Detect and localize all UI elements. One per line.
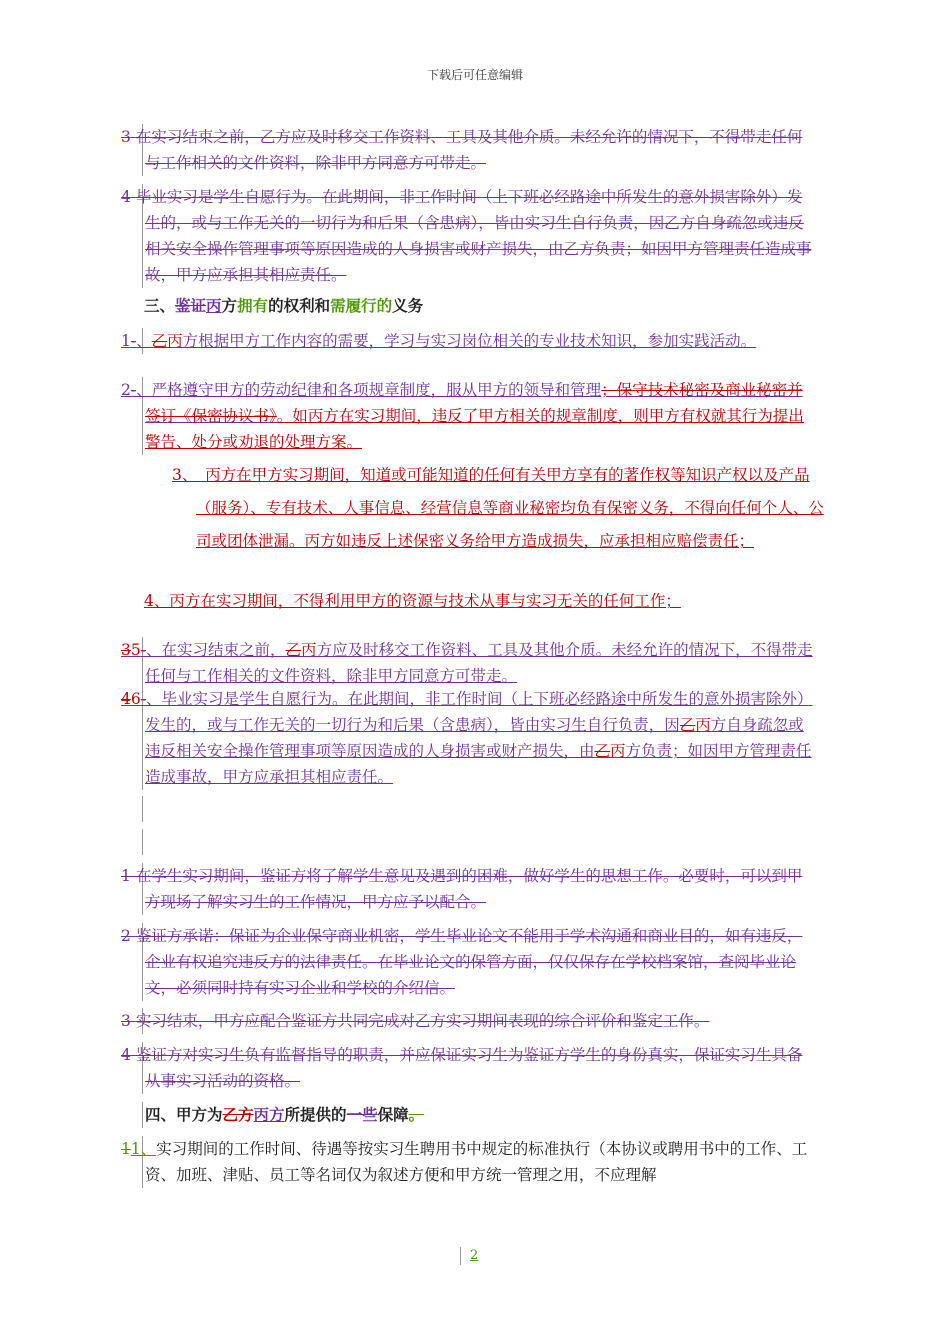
clause-text: 方自身疏忽或违反相关安全操作管理事项等原因造成的人身损害或财产损失，由 — [145, 716, 804, 760]
deleted-verifier-clause-3 — [121, 1008, 815, 1034]
heading-text: 保障 — [377, 1105, 409, 1124]
deleted-number: 3 — [121, 641, 131, 659]
clause-2 — [121, 377, 815, 455]
clause-number: 2 — [121, 381, 131, 399]
heading-text: 义务 — [392, 296, 424, 315]
clause-3-confidentiality: 3、 丙方在甲方实习期间，知道或可能知道的任何有关甲方享有的著作权等知识产权以及产品（服务）、专有技术、人事信息、经营信息等商业秘密均负有保密义务，不得向任何个人、公司或团体泄漏。丙方如违反上述保密义务给甲方造成损失，应承担相应赔偿责任； — [172, 466, 824, 550]
clause-5 — [121, 637, 815, 689]
deleted-clause-3 — [121, 124, 815, 176]
inserted-text: 拥有 — [237, 296, 269, 315]
clause-number: 1 — [121, 867, 131, 885]
page-header: 下载后可任意编辑 — [426, 68, 523, 82]
clause-number: 2 — [121, 927, 131, 945]
heading-prefix: 三、 — [144, 296, 176, 315]
clause-text: 实习期间的工作时间、待遇等按实习生聘用书中规定的标准执行（本协议或聘用书中的工作、工资、加班、津贴、员工等名词仅为叙述方便和甲方统一管理之用，不应理解 — [145, 1140, 808, 1184]
heading-text: 所提供的 — [284, 1105, 347, 1124]
inserted-text: 。如丙方在实习期间，违反了甲方相关的规章制度，则甲方有权就其行为提出警告、处分或劝退的处理方案。 — [145, 407, 804, 451]
clause-text: 方负责；如因甲方管理责任造成事故，甲方应承担其相应责任。 — [145, 742, 812, 786]
section-heading-4 — [142, 1102, 815, 1128]
clause-text: 在学生实习期间，鉴证方将了解学生意见及遇到的困难，做好学生的思想工作。必要时，可以到甲方现场了解实习生的工作情况，甲方应予以配合。 — [135, 867, 803, 911]
clause-6 — [121, 686, 815, 790]
section-heading-3 — [144, 293, 814, 319]
clause-text: 在实习结束之前，乙方应及时移交工作资料、工具及其他介质。未经允许的情况下，不得带走任何与工作相关的文件资料，除非甲方同意方可带走。 — [135, 128, 803, 172]
clause-number: 3 — [121, 128, 131, 146]
inserted-number: 5 — [130, 641, 141, 659]
deleted-text: 乙方 — [222, 1105, 254, 1124]
page-number: 2 — [470, 1248, 479, 1263]
heading-prefix: 四、甲方为 — [145, 1105, 223, 1124]
separator: 、 — [136, 332, 152, 350]
clause-text: 严格遵守甲方的劳动纪律和各项规章制度，服从甲方的领导和管理 — [151, 381, 602, 399]
deleted-clause-4 — [121, 184, 815, 288]
deleted-mark: - — [140, 641, 146, 659]
deleted-mark: - — [140, 690, 146, 708]
deleted-text: ；保守技术秘密及商业秘密并签订《保密协议书》 — [145, 381, 803, 425]
guarantee-clause-1 — [121, 1136, 815, 1188]
inserted-text: 丙 — [206, 296, 222, 315]
deleted-mark: 。 — [408, 1105, 425, 1124]
deleted-verifier-clause-1 — [121, 863, 815, 915]
inserted-text: 丙 — [167, 332, 183, 350]
clause-number: 3 — [121, 1012, 131, 1030]
deleted-mark: - — [130, 381, 137, 399]
revision-bar — [460, 1247, 461, 1265]
deleted-text: 乙 — [285, 641, 302, 659]
inserted-text: 丙 — [695, 716, 711, 734]
inserted-number: 6 — [130, 690, 141, 708]
inserted-number: 1、 — [130, 1140, 157, 1158]
clause-number: 4 — [121, 188, 131, 206]
inserted-text: 丙方 — [253, 1105, 285, 1124]
deleted-text: 一些 — [346, 1105, 378, 1124]
revision-bar — [142, 829, 143, 855]
deleted-verifier-clause-2 — [121, 923, 815, 1001]
revision-bar — [142, 796, 143, 822]
separator: 、 — [146, 641, 162, 659]
inserted-text: 丙 — [610, 742, 626, 760]
deleted-verifier-clause-4 — [121, 1042, 815, 1094]
deleted-mark: - — [130, 332, 137, 350]
clause-text: 实习结束，甲方应配合鉴证方共同完成对乙方实习期间表现的综合评价和鉴定工作。 — [135, 1012, 710, 1030]
clause-number: 1 — [121, 332, 131, 350]
deleted-number: 4 — [121, 690, 131, 708]
clause-text: 在实习结束之前， — [161, 641, 286, 659]
clause-text: 方根据甲方工作内容的需要，学习与实习岗位相关的专业技术知识，参加实践活动。 — [182, 332, 757, 350]
clause-text: 方应及时移交工作资料、工具及其他介质。未经允许的情况下，不得带走任何与工作相关的文件资料，除非甲方同意方可带走。 — [145, 641, 813, 685]
deleted-number: 1 — [121, 1140, 131, 1158]
clause-1 — [121, 328, 815, 354]
inserted-text: 丙 — [301, 641, 317, 659]
separator: 、 — [136, 381, 152, 399]
deleted-text: 乙 — [594, 742, 611, 760]
inserted-text: 需履行的 — [330, 296, 393, 315]
heading-text: 方 — [221, 296, 238, 315]
clause-text: 毕业实习是学生自愿行为。在此期间，非工作时间（上下班必经路途中所发生的意外损害除外）发生的，或与工作无关的一切行为和后果（含患病），皆由实习生自行负责，因 — [145, 690, 813, 734]
deleted-text: 乙 — [679, 716, 696, 734]
clause-text: 鉴证方承诺：保证为企业保守商业机密，学生毕业论文不能用于学术沟通和商业目的，如有违反，企业有权追究违反方的法律责任。在毕业论文的保管方面，仅仅保存在学校档案馆，查阅毕业论文，必须同时持有实习企业和学校的介绍信。 — [135, 927, 803, 997]
clause-4-no-external-work: 4、丙方在实习期间，不得利用甲方的资源与技术从事与实习无关的任何工作； — [144, 592, 681, 610]
heading-text: 的权利和 — [268, 296, 331, 315]
deleted-text: 鉴证 — [175, 296, 207, 315]
deleted-text: 乙 — [151, 332, 168, 350]
clause-text: 毕业实习是学生自愿行为。在此期间，非工作时间（上下班必经路途中所发生的意外损害除外）发生的，或与工作无关的一切行为和后果（含患病），皆由实习生自行负责，因乙方自身疏忽或违反相关安全操作管理事项等原因造成的人身损害或财产损失，由乙方负责；如因甲方管理责任造成事故，甲方应承担其相应责任。 — [135, 188, 812, 284]
clause-number: 4 — [121, 1046, 131, 1064]
separator: 、 — [146, 690, 162, 708]
clause-text: 鉴证方对实习生负有监督指导的职责，并应保证实习生为鉴证方学生的身份真实，保证实习生具备从事实习活动的资格。 — [135, 1046, 803, 1090]
